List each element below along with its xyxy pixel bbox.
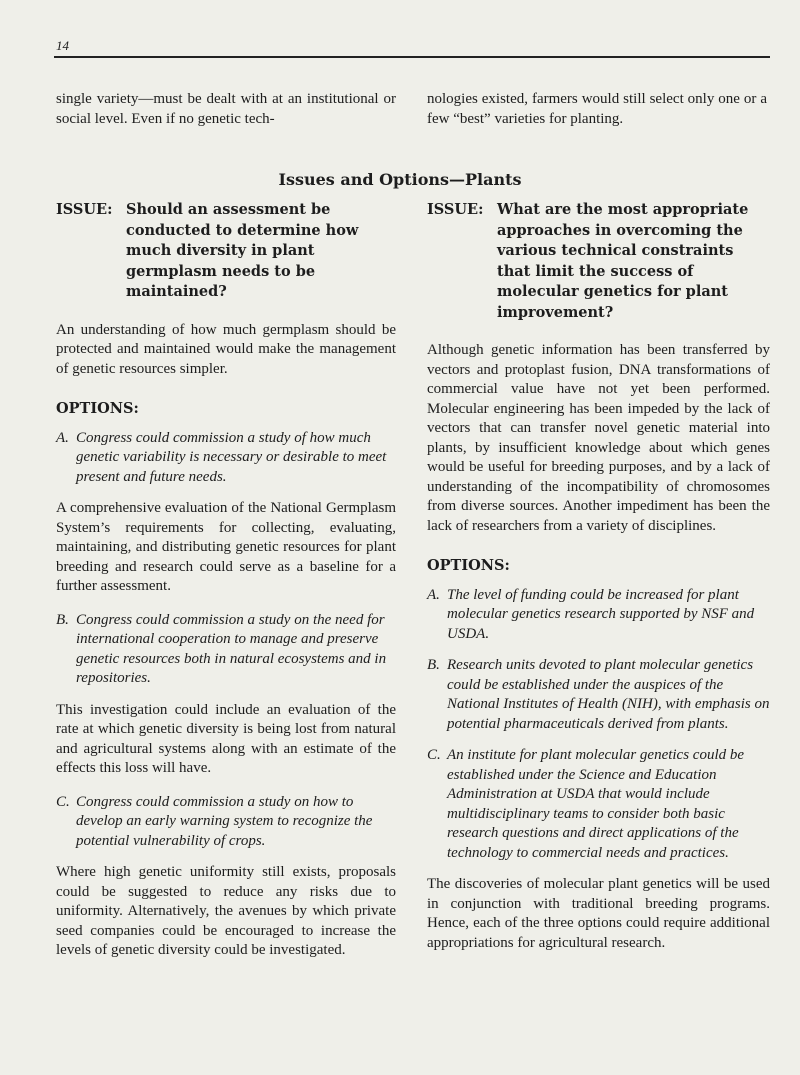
closing-paragraph: The discoveries of molecular plant genetics will be used in conjunction with traditional breeding programs. Hence, each of the three options could require additional appropriations for agricultural research.	[427, 876, 770, 951]
intro-left-text: single variety—must be dealt with at an institutional or social level. Even if no genetic tech-	[56, 91, 396, 127]
intro-left	[56, 90, 396, 129]
intro-right	[427, 90, 767, 129]
option-explanation: This investigation could include an evaluation of the rate at which genetic diversity is being lost from natural and agricultural systems along with an estimate of the effects this loss will have.	[56, 701, 396, 776]
option-explanation: Where high genetic uniformity still exists, proposals could be suggested to reduce any risks due to uniformity. Alternatively, the avenues by which private seed companies could be encouraged to increase the levels of genetic diversity could be investigated.	[56, 864, 396, 958]
issue-question: What are the most appropriate approaches in overcoming the various technical constraints that limit the success of molecular genetics for plant improvement?	[497, 201, 749, 321]
option-text: Congress could commission a study on how to develop an early warning system to recognize the potential vulnerability of crops.	[76, 793, 373, 849]
page-number: 14	[56, 38, 69, 53]
option-c	[56, 793, 396, 852]
options-heading: OPTIONS:	[56, 400, 139, 417]
option-letter: A.	[56, 429, 69, 446]
option-letter: C.	[56, 793, 70, 810]
option-letter: A.	[427, 586, 440, 603]
left-column	[56, 200, 396, 975]
option-text: Research units devoted to plant molecular genetics could be established under the auspices of the National Institutes of Health (NIH), with emphasis on potential pharmaceuticals derived from plants.	[447, 657, 770, 732]
option-explanation: A comprehensive evaluation of the National Germplasm System’s requirements for collecting, evaluating, maintaining, and distributing genetic resources for plant breeding and research could serve as a baseline for a further assessment.	[56, 500, 396, 594]
option-letter: B.	[427, 657, 440, 673]
issue-block	[427, 200, 770, 323]
issue-paragraph: An understanding of how much germplasm should be protected and maintained would make the management of genetic resources simpler.	[56, 321, 396, 377]
right-column	[427, 200, 770, 967]
option-a	[56, 429, 396, 488]
issue-label: ISSUE:	[427, 201, 484, 218]
option-b	[56, 611, 396, 689]
section-title: Issues and Options—Plants	[278, 170, 522, 189]
issue-paragraph: Although genetic information has been transferred by vectors and protoplast fusion, DNA transformations of commercial value have not yet been performed. Molecular engineering has been impeded by the lack of vectors that can transfer novel genetic material into plants, by insufficient knowledge about which genes would be useful for breeding purposes, and by a lack of understanding of the incompatibility of chromosomes from diverse sources. Another impediment has been the lack of researchers from a variety of disciplines.	[427, 342, 770, 534]
intro-right-text: nologies existed, farmers would still select only one or a few “best” varieties for planting.	[427, 91, 767, 127]
option-letter: B.	[56, 611, 69, 628]
option-b	[427, 656, 770, 734]
issue-label: ISSUE:	[56, 201, 113, 218]
option-text: Congress could commission a study on the need for international cooperation to manage and preserve genetic resources both in natural ecosystems and in repositories.	[76, 611, 387, 686]
options-heading: OPTIONS:	[427, 557, 510, 574]
option-a	[427, 586, 770, 645]
option-text: An institute for plant molecular genetics could be established under the Science and Education Administration at USDA that would include multidisciplinary teams to consider both basic research questions and direct applications of the technology to commercial needs and practices.	[447, 747, 745, 861]
option-text: Congress could commission a study of how much genetic variability is necessary or desirable to meet present and future needs.	[76, 429, 387, 485]
option-c	[427, 746, 770, 863]
issue-block	[56, 200, 396, 303]
option-letter: C.	[427, 747, 441, 763]
option-text: The level of funding could be increased for plant molecular genetics research supported by NSF and USDA.	[447, 586, 755, 642]
issue-question: Should an assessment be conducted to determine how much diversity in plant germplasm needs to be maintained?	[126, 201, 359, 300]
header-rule	[54, 56, 770, 58]
